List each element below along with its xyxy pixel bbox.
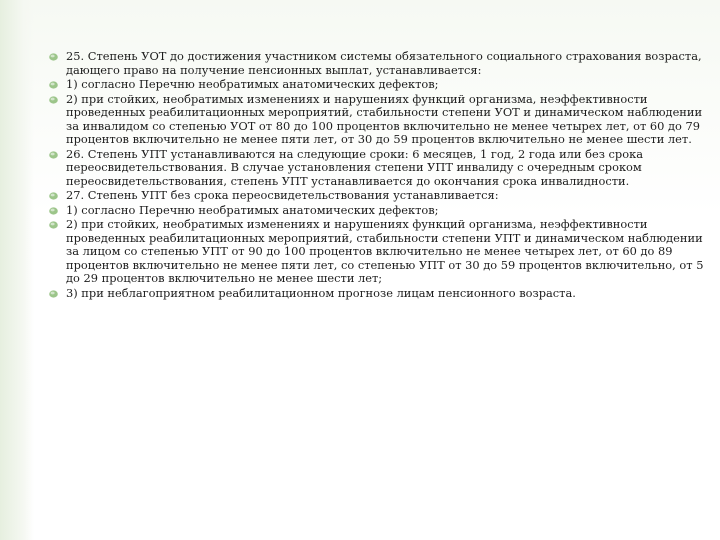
list-item-text: 27. Степень УПТ без срока переосвидетельствования устанавливается: bbox=[66, 188, 499, 202]
list-item bbox=[46, 204, 710, 218]
list-item-text: 1) согласно Перечню необратимых анатомических дефектов; bbox=[66, 77, 439, 91]
bullet-icon bbox=[49, 192, 58, 200]
bullet-icon bbox=[49, 290, 58, 298]
bullet-icon bbox=[49, 81, 58, 89]
bullet-icon bbox=[49, 53, 58, 61]
list-item bbox=[46, 50, 710, 77]
bullet-list bbox=[46, 50, 710, 300]
list-item-text: 1) согласно Перечню необратимых анатомических дефектов; bbox=[66, 202, 439, 217]
bullet-icon bbox=[49, 221, 58, 229]
list-item bbox=[46, 148, 710, 189]
bullet-icon bbox=[49, 151, 58, 159]
decorative-left-band bbox=[0, 0, 34, 540]
list-item-text: 2) при стойких, необратимых изменениях и нарушениях функций организма, неэффективности проведенных реабилитационных мероприятий, стабильности степени УОТ и динамическом наблюдении за инвалидом со степенью УОТ от 80 до 100 процентов включительно не менее четырех лет, от 60 до 79 процентов включительно не менее пяти лет, от 30 до 59 процентов включительно не менее шести лет. bbox=[66, 91, 703, 146]
list-item bbox=[46, 189, 710, 203]
list-item bbox=[46, 287, 710, 301]
bullet-icon bbox=[49, 96, 58, 104]
list-item-text: 3) при неблагоприятном реабилитационном прогнозе лицам пенсионного возраста. bbox=[66, 285, 576, 300]
list-item bbox=[46, 93, 710, 147]
list-item-text: 26. Степень УПТ устанавливаются на следующие сроки: 6 месяцев, 1 год, 2 года или без срока переосвидетельствования. В случае установления степени УПТ инвалиду с очередным сроком переосвидетельствования, степень УПТ устанавливается до окончания срока инвалидности. bbox=[66, 146, 643, 188]
slide-content bbox=[46, 50, 710, 301]
list-item bbox=[46, 78, 710, 92]
list-item-text: 2) при стойких, необратимых изменениях и нарушениях функций организма, неэффективности проведенных реабилитационных мероприятий, стабильности степени УПТ и динамическом наблюдении за лицом со степенью УПТ от 90 до 100 процентов включительно не менее четырех лет, от 60 до 89 процентов включительно не менее пяти лет, со степенью УПТ от 30 до 59 процентов включительно, от 5 до 29 процентов включительно не менее шести лет; bbox=[66, 217, 704, 285]
bullet-icon bbox=[49, 207, 58, 215]
list-item bbox=[46, 218, 710, 286]
list-item-text: 25. Степень УОТ до достижения участником системы обязательного социального страхования возраста, дающего право на получение пенсионных выплат, устанавливается: bbox=[66, 49, 702, 77]
